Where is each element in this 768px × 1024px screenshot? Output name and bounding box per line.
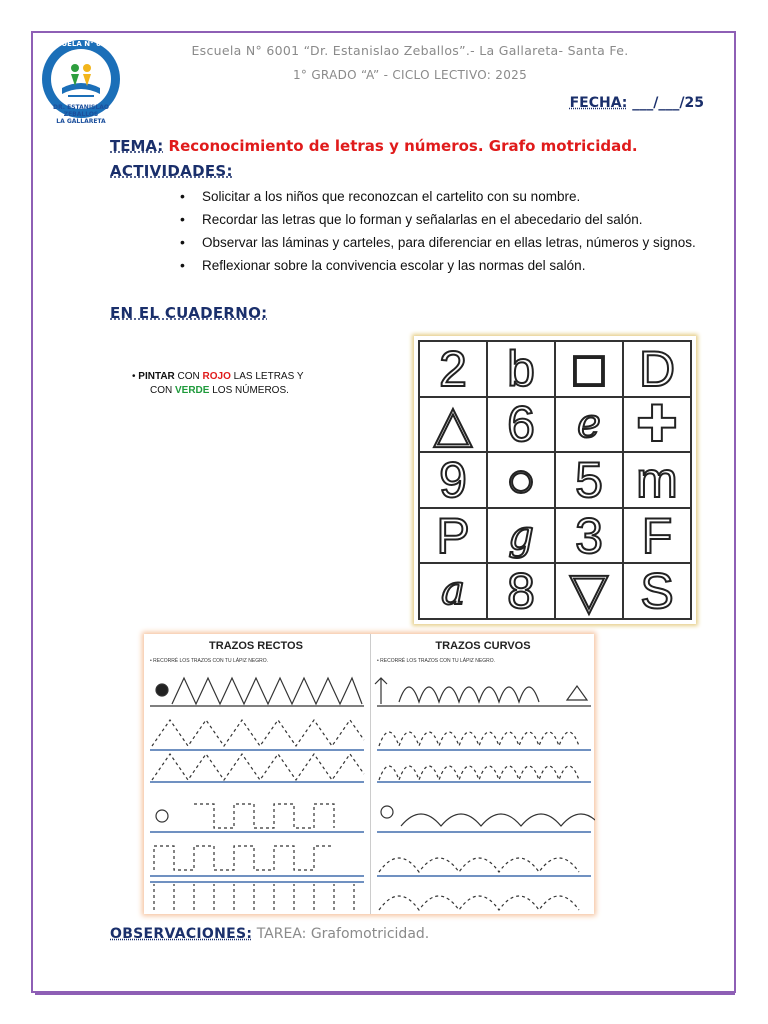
curved-strokes-note: • RECORRÉ LOS TRAZOS CON TU LÁPIZ NEGRO. bbox=[377, 658, 495, 664]
grid-cell: a bbox=[419, 563, 487, 619]
paint-instruction: • PINTAR CON ROJO LAS LETRAS Y CON VERDE LOS NÚMEROS. bbox=[132, 371, 304, 396]
grid-cell: S bbox=[623, 563, 691, 619]
activities-heading: ACTIVIDADES: bbox=[110, 162, 233, 180]
grid-cell: 2 bbox=[419, 341, 487, 397]
topic bbox=[110, 137, 638, 155]
instr-w7: LOS NÚMEROS. bbox=[209, 385, 289, 396]
observations bbox=[110, 926, 429, 942]
straight-strokes-drawing bbox=[144, 664, 368, 914]
activities-list bbox=[176, 185, 696, 277]
page-border-bottom bbox=[35, 993, 735, 995]
grid-cell: △ bbox=[419, 397, 487, 453]
curved-strokes-panel bbox=[370, 634, 595, 914]
grid-cell: ✚ bbox=[623, 397, 691, 453]
topic-value: Reconocimiento de letras y números. Grafo motricidad. bbox=[163, 137, 638, 155]
curved-strokes-title: TRAZOS CURVOS bbox=[435, 640, 531, 652]
instr-w1: PINTAR bbox=[138, 371, 175, 382]
observations-value: TAREA: Grafomotricidad. bbox=[252, 926, 430, 942]
symbols-grid bbox=[418, 340, 692, 620]
curved-strokes-drawing bbox=[371, 664, 595, 914]
tracing-worksheet bbox=[144, 634, 594, 914]
grid-cell: 5 bbox=[555, 452, 623, 508]
instr-w6: VERDE bbox=[175, 385, 210, 396]
grid-cell: m bbox=[623, 452, 691, 508]
date-value: ___/___/25 bbox=[627, 95, 704, 111]
logo-caption-line1: DR. ESTANISLAO ZEBALLOS bbox=[53, 104, 109, 118]
grade-line: 1° GRADO “A” - CICLO LECTIVO: 2025 bbox=[292, 68, 528, 82]
grid-cell: P bbox=[419, 508, 487, 564]
grid-cell: g bbox=[487, 508, 555, 564]
list-item: • Solicitar a los niños que reconozcan el cartelito con su nombre. bbox=[176, 185, 696, 208]
list-item: • Recordar las letras que lo forman y señalarlas en el abecedario del salón. bbox=[176, 208, 696, 231]
topic-label: TEMA: bbox=[110, 137, 164, 155]
grid-cell: F bbox=[623, 508, 691, 564]
straight-strokes-title: TRAZOS RECTOS bbox=[209, 640, 303, 652]
list-item: • Reflexionar sobre la convivencia escolar y las normas del salón. bbox=[176, 254, 696, 277]
straight-strokes-note: • RECORRÉ LOS TRAZOS CON TU LÁPIZ NEGRO. bbox=[150, 658, 268, 664]
instr-w3: ROJO bbox=[202, 371, 231, 382]
grid-cell: 3 bbox=[555, 508, 623, 564]
instr-w2: CON bbox=[174, 371, 203, 382]
instr-w5: CON bbox=[150, 385, 175, 396]
list-item: • Observar las láminas y carteles, para diferenciar en ellas letras, números y signos. bbox=[176, 231, 696, 254]
date-label: FECHA: bbox=[569, 95, 628, 111]
letters-numbers-worksheet bbox=[414, 336, 696, 624]
logo-title: ESCUELA N° 6001 bbox=[46, 40, 116, 48]
grid-cell: 6 bbox=[487, 397, 555, 453]
grid-cell: D bbox=[623, 341, 691, 397]
observations-label: OBSERVACIONES: bbox=[110, 926, 253, 942]
grid-cell: 9 bbox=[419, 452, 487, 508]
instr-w4: LAS LETRAS Y bbox=[230, 371, 304, 382]
notebook-heading: EN EL CUADERNO: bbox=[110, 304, 268, 322]
grid-cell: ○ bbox=[487, 452, 555, 508]
logo-caption-line2: LA GALLARETA bbox=[56, 118, 106, 125]
grid-cell: e bbox=[555, 397, 623, 453]
school-name: Escuela N° 6001 “Dr. Estanislao Zeballos”.- La Gallareta- Santa Fe. bbox=[191, 43, 629, 58]
straight-strokes-panel bbox=[144, 634, 368, 914]
date-field bbox=[570, 95, 704, 111]
logo-caption bbox=[38, 104, 124, 125]
grid-cell: □ bbox=[555, 341, 623, 397]
grid-cell: b bbox=[487, 341, 555, 397]
grid-cell: ▽ bbox=[555, 563, 623, 619]
grid-cell: 8 bbox=[487, 563, 555, 619]
